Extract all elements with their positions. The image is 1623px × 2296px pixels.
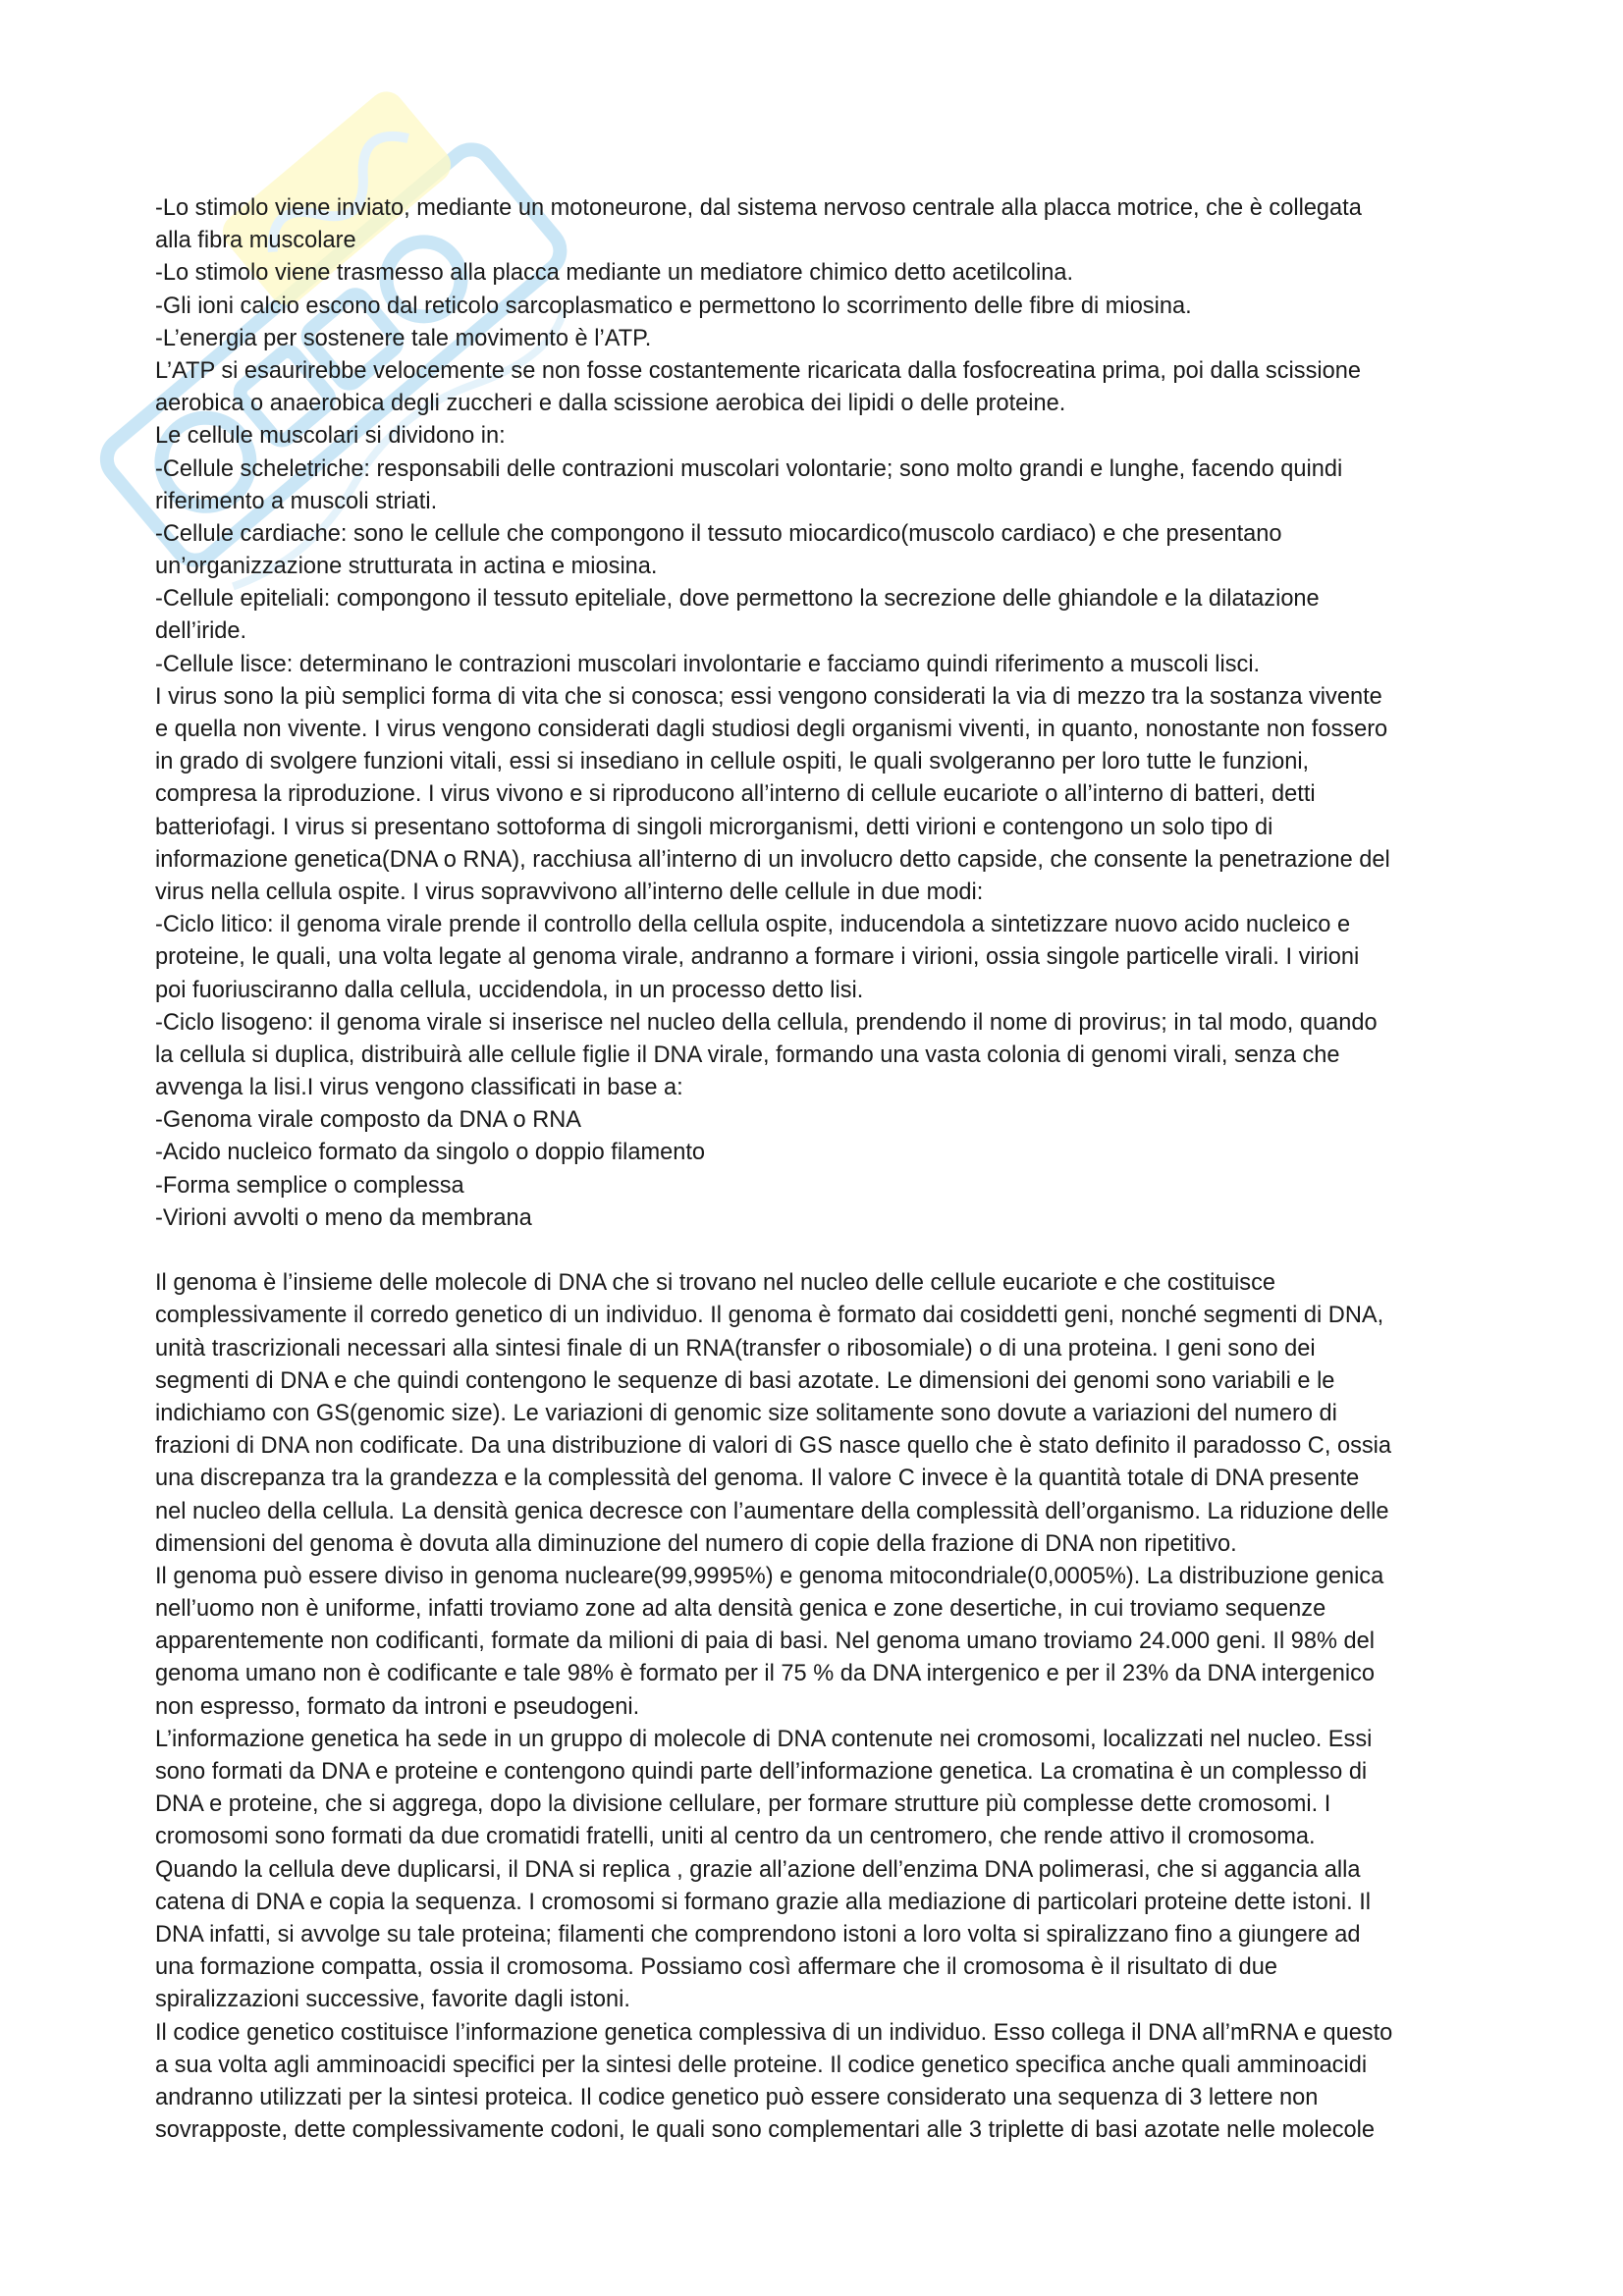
text-line: sono formati da DNA e proteine e contengono quindi parte dell’informazione genetica. La cromatina è un complesso di [155,1759,1368,1785]
text-line: proteine, le quali, una volta legate al genoma virale, andranno a formare i virioni, ossia singole particelle virali. I virioni [155,944,1360,971]
text-line: L’ATP si esaurirebbe velocemente se non fosse costantemente ricaricata dalla fosfocreatina prima, poi dalla scissione [155,357,1361,384]
text-line: un’organizzazione strutturata in actina e miosina. [155,554,658,580]
text-line: avvenga la lisi.I virus vengono classificati in base a: [155,1075,683,1101]
text-line: complessivamente il corredo genetico di un individuo. Il genoma è formato dai cosiddetti geni, nonché segmenti di DNA, [155,1303,1384,1329]
text-line: nel nucleo della cellula. La densità genica decresce con l’aumentare della complessità dell’organismo. La riduzione delle [155,1498,1389,1524]
text-line: non espresso, formato da introni e pseudogeni. [155,1693,640,1720]
text-line: Il genoma può essere diviso in genoma nucleare(99,9995%) e genoma mitocondriale(0,0005%). La distribuzione genica [155,1563,1384,1589]
text-line: Le cellule muscolari si dividono in: [155,423,506,450]
document-text [155,192,1481,2147]
text-line: in grado di svolgere funzioni vitali, essi si insediano in cellule ospiti, le quali svolgeranno per loro tutte le funzioni, [155,749,1310,775]
text-line: -Forma semplice o complessa [155,1172,464,1199]
text-line: una discrepanza tra la grandezza e la complessità del genoma. Il valore C invece è la quantità totale di DNA presente [155,1466,1360,1492]
text-line: L’informazione genetica ha sede in un gruppo di molecole di DNA contenute nei cromosomi, localizzati nel nucleo. Essi [155,1726,1373,1752]
text-line: batteriofagi. I virus si presentano sottoforma di singoli microrganismi, detti virioni e contengono un solo tipo di [155,814,1273,840]
text-line: informazione genetica(DNA o RNA), racchiusa all’interno di un involucro detto capside, che consente la penetrazione del [155,846,1390,873]
text-line: -Cellule epiteliali: compongono il tessuto epiteliale, dove permettono la secrezione delle ghiandole e la dilatazione [155,586,1320,613]
text-line: dimensioni del genoma è dovuta alla diminuzione del numero di copie della frazione di DNA non ripetitivo. [155,1530,1237,1557]
blank-line [155,1235,1481,1267]
text-line: segmenti di DNA e che quindi contengono le sequenze di basi azotate. Le dimensioni dei genomi sono variabili e le [155,1367,1335,1394]
text-line: compresa la riproduzione. I virus vivono e si riproducono all’interno di cellule eucariote o all’interno di batteri, detti [155,781,1316,808]
text-line: frazioni di DNA non codificate. Da una distribuzione di valori di GS nasce quello che è stato definito il paradosso C, ossia [155,1433,1392,1460]
text-line: -Ciclo lisogeno: il genoma virale si inserisce nel nucleo della cellula, prendendo il nome di provirus; in tal modo, quando [155,1009,1378,1036]
text-line: -Virioni avvolti o meno da membrana [155,1204,532,1231]
text-line: aerobica o anaerobica degli zuccheri e dalla scissione aerobica dei lipidi o delle proteine. [155,391,1066,417]
text-line: I virus sono la più semplici forma di vita che si conosca; essi vengono considerati la via di mezzo tra la sostanza vivente [155,683,1382,710]
text-line: genoma umano non è codificante e tale 98% è formato per il 75 % da DNA intergenico e per il 23% da DNA intergenico [155,1661,1376,1687]
text-line: alla fibra muscolare [155,228,356,254]
text-line: -Cellule lisce: determinano le contrazioni muscolari involontarie e facciamo quindi riferimento a muscoli lisci. [155,651,1261,677]
text-line: -Cellule scheletriche: responsabili delle contrazioni muscolari volontarie; sono molto grandi e lunghe, facendo quindi [155,455,1343,482]
text-line: virus nella cellula ospite. I virus sopravvivono all’interno delle cellule in due modi: [155,879,984,905]
text-line: -L’energia per sostenere tale movimento è l’ATP. [155,325,652,351]
text-line: apparentemente non codificanti, formate da milioni di paia di basi. Nel genoma umano troviamo 24.000 geni. Il 98% del [155,1629,1376,1655]
text-line: riferimento a muscoli striati. [155,488,438,514]
text-line: indichiamo con GS(genomic size). Le variazioni di genomic size solitamente sono dovute a variazioni del numero di [155,1400,1337,1426]
text-line: Il genoma è l’insieme delle molecole di DNA che si trovano nel nucleo delle cellule eucariote e che costituisce [155,1270,1275,1297]
text-line: la cellula si duplica, distribuirà alle cellule figlie il DNA virale, formando una vasta colonia di genomi virali, senza che [155,1041,1340,1068]
text-line: una formazione compatta, ossia il cromosoma. Possiamo così affermare che il cromosoma è il risultato di due [155,1954,1278,1981]
text-line: unità trascrizionali necessari alla sintesi finale di un RNA(transfer o ribosomiale) o di una proteina. I geni sono dei [155,1335,1316,1362]
text-line: catena di DNA e copia la sequenza. I cromosomi si formano grazie alla mediazione di particolari proteine dette istoni. Il [155,1889,1372,1915]
text-line: -Cellule cardiache: sono le cellule che compongono il tessuto miocardico(muscolo cardiaco) e che presentano [155,520,1282,547]
text-line: nell’uomo non è uniforme, infatti troviamo zone ad alta densità genica e zone desertiche, in cui troviamo sequenze [155,1596,1326,1623]
text-line: -Gli ioni calcio escono dal reticolo sarcoplasmatico e permettono lo scorrimento delle fibre di miosina. [155,293,1192,319]
text-line: -Lo stimolo viene trasmesso alla placca mediante un mediatore chimico detto acetilcolina. [155,260,1074,287]
text-line: a sua volta agli amminoacidi specifici per la sintesi delle proteine. Il codice genetico specifica anche quali amminoacidi [155,2052,1368,2078]
text-line: cromosomi sono formati da due cromatidi fratelli, uniti al centro da un centromero, che rende attivo il cromosoma. [155,1824,1316,1850]
text-line: Quando la cellula deve duplicarsi, il DNA si replica , grazie all’azione dell’enzima DNA polimerasi, che si aggancia alla [155,1856,1361,1883]
text-line: DNA infatti, si avvolge su tale proteina; filamenti che comprendono istoni a loro volta si spiralizzano fino a giungere ad [155,1921,1361,1948]
text-line: sovrapposte, dette complessivamente codoni, le quali sono complementari alle 3 triplette di basi azotate nelle molecole [155,2117,1375,2144]
text-line: e quella non vivente. I virus vengono considerati dagli studiosi degli organismi viventi, in quanto, nonostante non fossero [155,717,1388,742]
text-line: -Ciclo litico: il genoma virale prende il controllo della cellula ospite, inducendola a sintetizzare nuovo acido nucleico e [155,912,1351,938]
text-line: DNA e proteine, che si aggrega, dopo la divisione cellulare, per formare strutture più complesse dette cromosomi. I [155,1791,1331,1818]
text-line: -Lo stimolo viene inviato, mediante un motoneurone, dal sistema nervoso centrale alla placca motrice, che è collegata [155,195,1362,221]
text-line: dell’iride. [155,618,247,645]
text-line: Il codice genetico costituisce l’informazione genetica complessiva di un individuo. Esso collega il DNA all’mRNA e questo [155,2019,1393,2046]
text-line: andranno utilizzati per la sintesi proteica. Il codice genetico può essere considerato una sequenza di 3 lettere non [155,2084,1319,2110]
text-line: spiralizzazioni successive, favorite dagli istoni. [155,1987,630,2013]
text-line: -Genoma virale composto da DNA o RNA [155,1107,582,1134]
text-line: -Acido nucleico formato da singolo o doppio filamento [155,1140,706,1166]
text-line: poi fuoriusciranno dalla cellula, uccidendola, in un processo detto lisi. [155,977,864,1003]
